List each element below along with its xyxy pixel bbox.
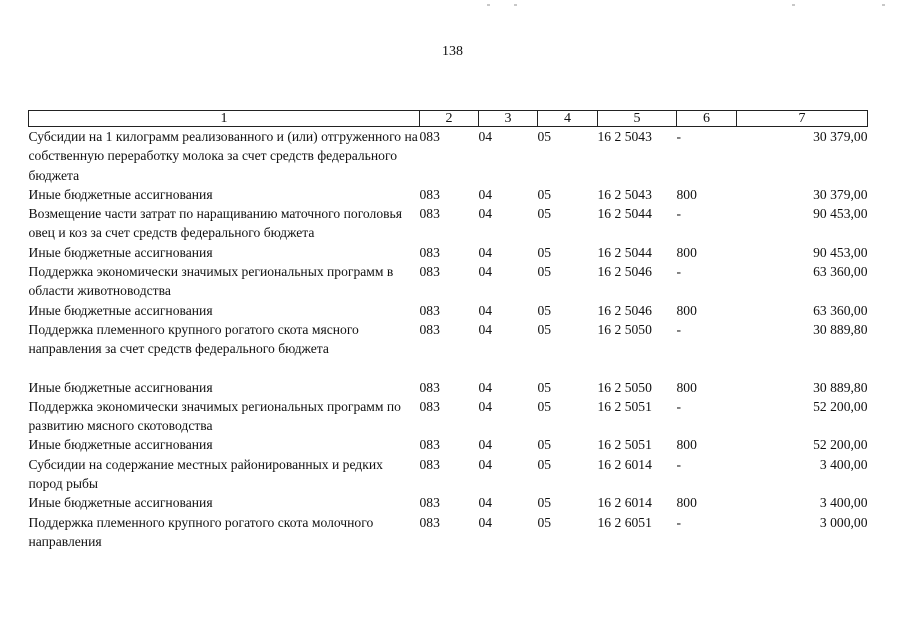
item-name: Поддержка племенного крупного рогатого скота молочного направления	[28, 514, 374, 549]
subsection-code: 05	[537, 302, 552, 318]
subsection-code: 05	[537, 264, 552, 280]
target-article-code: 16 2 5043	[597, 129, 652, 144]
subsection-code: 05	[537, 456, 552, 472]
amount: 90 453,00	[813, 244, 868, 260]
table-row	[29, 243, 868, 262]
expense-type-code: -	[676, 514, 682, 530]
item-name: Иные бюджетные ассигнования	[28, 495, 213, 511]
item-name: Поддержка племенного крупного рогатого скота мясного направления за счет средств федерального бюджета	[28, 321, 359, 357]
target-article-code: 16 2 5043	[597, 186, 652, 202]
item-name: Возмещение части затрат по наращиванию маточного поголовья овец и коз за счет средств федерального бюджета	[28, 206, 402, 241]
table-row	[29, 493, 868, 512]
target-article-code: 16 2 5044	[597, 206, 652, 222]
section-code: 04	[478, 437, 493, 453]
table-row	[29, 127, 868, 185]
expense-type-code: -	[676, 264, 682, 280]
scan-speck	[792, 4, 795, 6]
item-name: Иные бюджетные ассигнования	[28, 379, 213, 395]
expense-type-code: 800	[676, 302, 697, 318]
amount: 63 360,00	[813, 302, 868, 318]
ministry-code: 083	[419, 186, 440, 202]
item-name: Субсидии на содержание местных районированных и редких пород рыбы	[28, 456, 383, 492]
table-row	[29, 320, 868, 359]
table-row	[29, 301, 868, 320]
expense-type-code: -	[676, 129, 682, 144]
target-article-code: 16 2 5050	[597, 321, 652, 337]
target-article-code: 16 2 5044	[597, 244, 652, 260]
scan-speck	[882, 4, 885, 6]
ministry-code: 083	[419, 302, 440, 318]
table-row	[29, 455, 868, 494]
section-code: 04	[478, 495, 493, 511]
amount: 3 000,00	[819, 514, 868, 530]
scan-speck	[487, 4, 490, 6]
expense-type-code: 800	[676, 495, 697, 511]
section-code: 04	[478, 321, 493, 337]
amount: 52 200,00	[813, 398, 868, 414]
table-row	[29, 262, 868, 301]
ministry-code: 083	[419, 514, 440, 530]
amount: 30 889,80	[813, 321, 868, 337]
page-number: 138	[442, 44, 463, 59]
subsection-code: 05	[537, 398, 552, 414]
target-article-code: 16 2 5051	[597, 398, 652, 414]
ministry-code: 083	[419, 379, 440, 395]
item-name: Поддержка экономически значимых региональных программ по развитию мясного скотоводства	[28, 398, 401, 434]
scan-speck	[514, 4, 517, 6]
table-row	[29, 378, 868, 397]
budget-table	[28, 110, 868, 551]
section-code: 04	[478, 264, 493, 280]
ministry-code: 083	[419, 129, 440, 144]
amount: 3 400,00	[819, 495, 868, 511]
subsection-code: 05	[537, 437, 552, 453]
expense-type-code: 800	[676, 186, 697, 202]
header-row	[29, 111, 868, 127]
amount: 30 379,00	[813, 129, 868, 144]
subsection-code: 05	[537, 129, 552, 144]
target-article-code: 16 2 6051	[597, 514, 652, 530]
ministry-code: 083	[419, 495, 440, 511]
expense-type-code: -	[676, 456, 682, 472]
ministry-code: 083	[419, 264, 440, 280]
subsection-code: 05	[537, 244, 552, 260]
section-code: 04	[478, 514, 493, 530]
column-header: 5	[598, 111, 677, 127]
section-code: 04	[478, 302, 493, 318]
table-row	[29, 513, 868, 552]
amount: 90 453,00	[813, 206, 868, 222]
item-name: Субсидии на 1 килограмм реализованного и (или) отгруженного на собственную переработку молока за счет средств федерального бюджета	[28, 129, 418, 183]
item-name: Иные бюджетные ассигнования	[28, 186, 213, 202]
section-code: 04	[478, 398, 493, 414]
amount: 52 200,00	[813, 437, 868, 453]
item-name: Иные бюджетные ассигнования	[28, 302, 213, 318]
section-code: 04	[478, 456, 493, 472]
amount: 30 379,00	[813, 186, 868, 202]
amount: 30 889,80	[813, 379, 868, 395]
column-header: 2	[420, 111, 479, 127]
amount: 3 400,00	[819, 456, 868, 472]
expense-type-code: 800	[676, 379, 697, 395]
table-row	[29, 435, 868, 454]
target-article-code: 16 2 5051	[597, 437, 652, 453]
ministry-code: 083	[419, 437, 440, 453]
ministry-code: 083	[419, 321, 440, 337]
item-name: Иные бюджетные ассигнования	[28, 437, 213, 453]
table-row	[29, 204, 868, 243]
ministry-code: 083	[419, 206, 440, 222]
column-header: 6	[677, 111, 737, 127]
target-article-code: 16 2 5046	[597, 302, 652, 318]
target-article-code: 16 2 6014	[597, 456, 652, 472]
subsection-code: 05	[537, 321, 552, 337]
section-code: 04	[478, 129, 493, 144]
expense-type-code: -	[676, 398, 682, 414]
item-name: Иные бюджетные ассигнования	[28, 244, 213, 260]
section-code: 04	[478, 379, 493, 395]
subsection-code: 05	[537, 206, 552, 222]
section-code: 04	[478, 206, 493, 222]
expense-type-code: 800	[676, 437, 697, 453]
column-header: 1	[29, 111, 420, 127]
column-header: 3	[479, 111, 538, 127]
spacer-row	[29, 359, 868, 378]
column-header: 4	[538, 111, 598, 127]
section-code: 04	[478, 244, 493, 260]
item-name: Поддержка экономически значимых региональных программ в области животноводства	[28, 264, 394, 299]
ministry-code: 083	[419, 244, 440, 260]
ministry-code: 083	[419, 456, 440, 472]
spacer-cell	[29, 359, 868, 378]
column-header: 7	[737, 111, 868, 127]
subsection-code: 05	[537, 495, 552, 511]
target-article-code: 16 2 6014	[597, 495, 652, 511]
target-article-code: 16 2 5046	[597, 264, 652, 280]
table-row	[29, 397, 868, 436]
table-row	[29, 185, 868, 204]
ministry-code: 083	[419, 398, 440, 414]
subsection-code: 05	[537, 379, 552, 395]
amount: 63 360,00	[813, 264, 868, 280]
target-article-code: 16 2 5050	[597, 379, 652, 395]
subsection-code: 05	[537, 186, 552, 202]
expense-type-code: -	[676, 321, 682, 337]
expense-type-code: -	[676, 206, 682, 222]
subsection-code: 05	[537, 514, 552, 530]
section-code: 04	[478, 186, 493, 202]
expense-type-code: 800	[676, 244, 697, 260]
